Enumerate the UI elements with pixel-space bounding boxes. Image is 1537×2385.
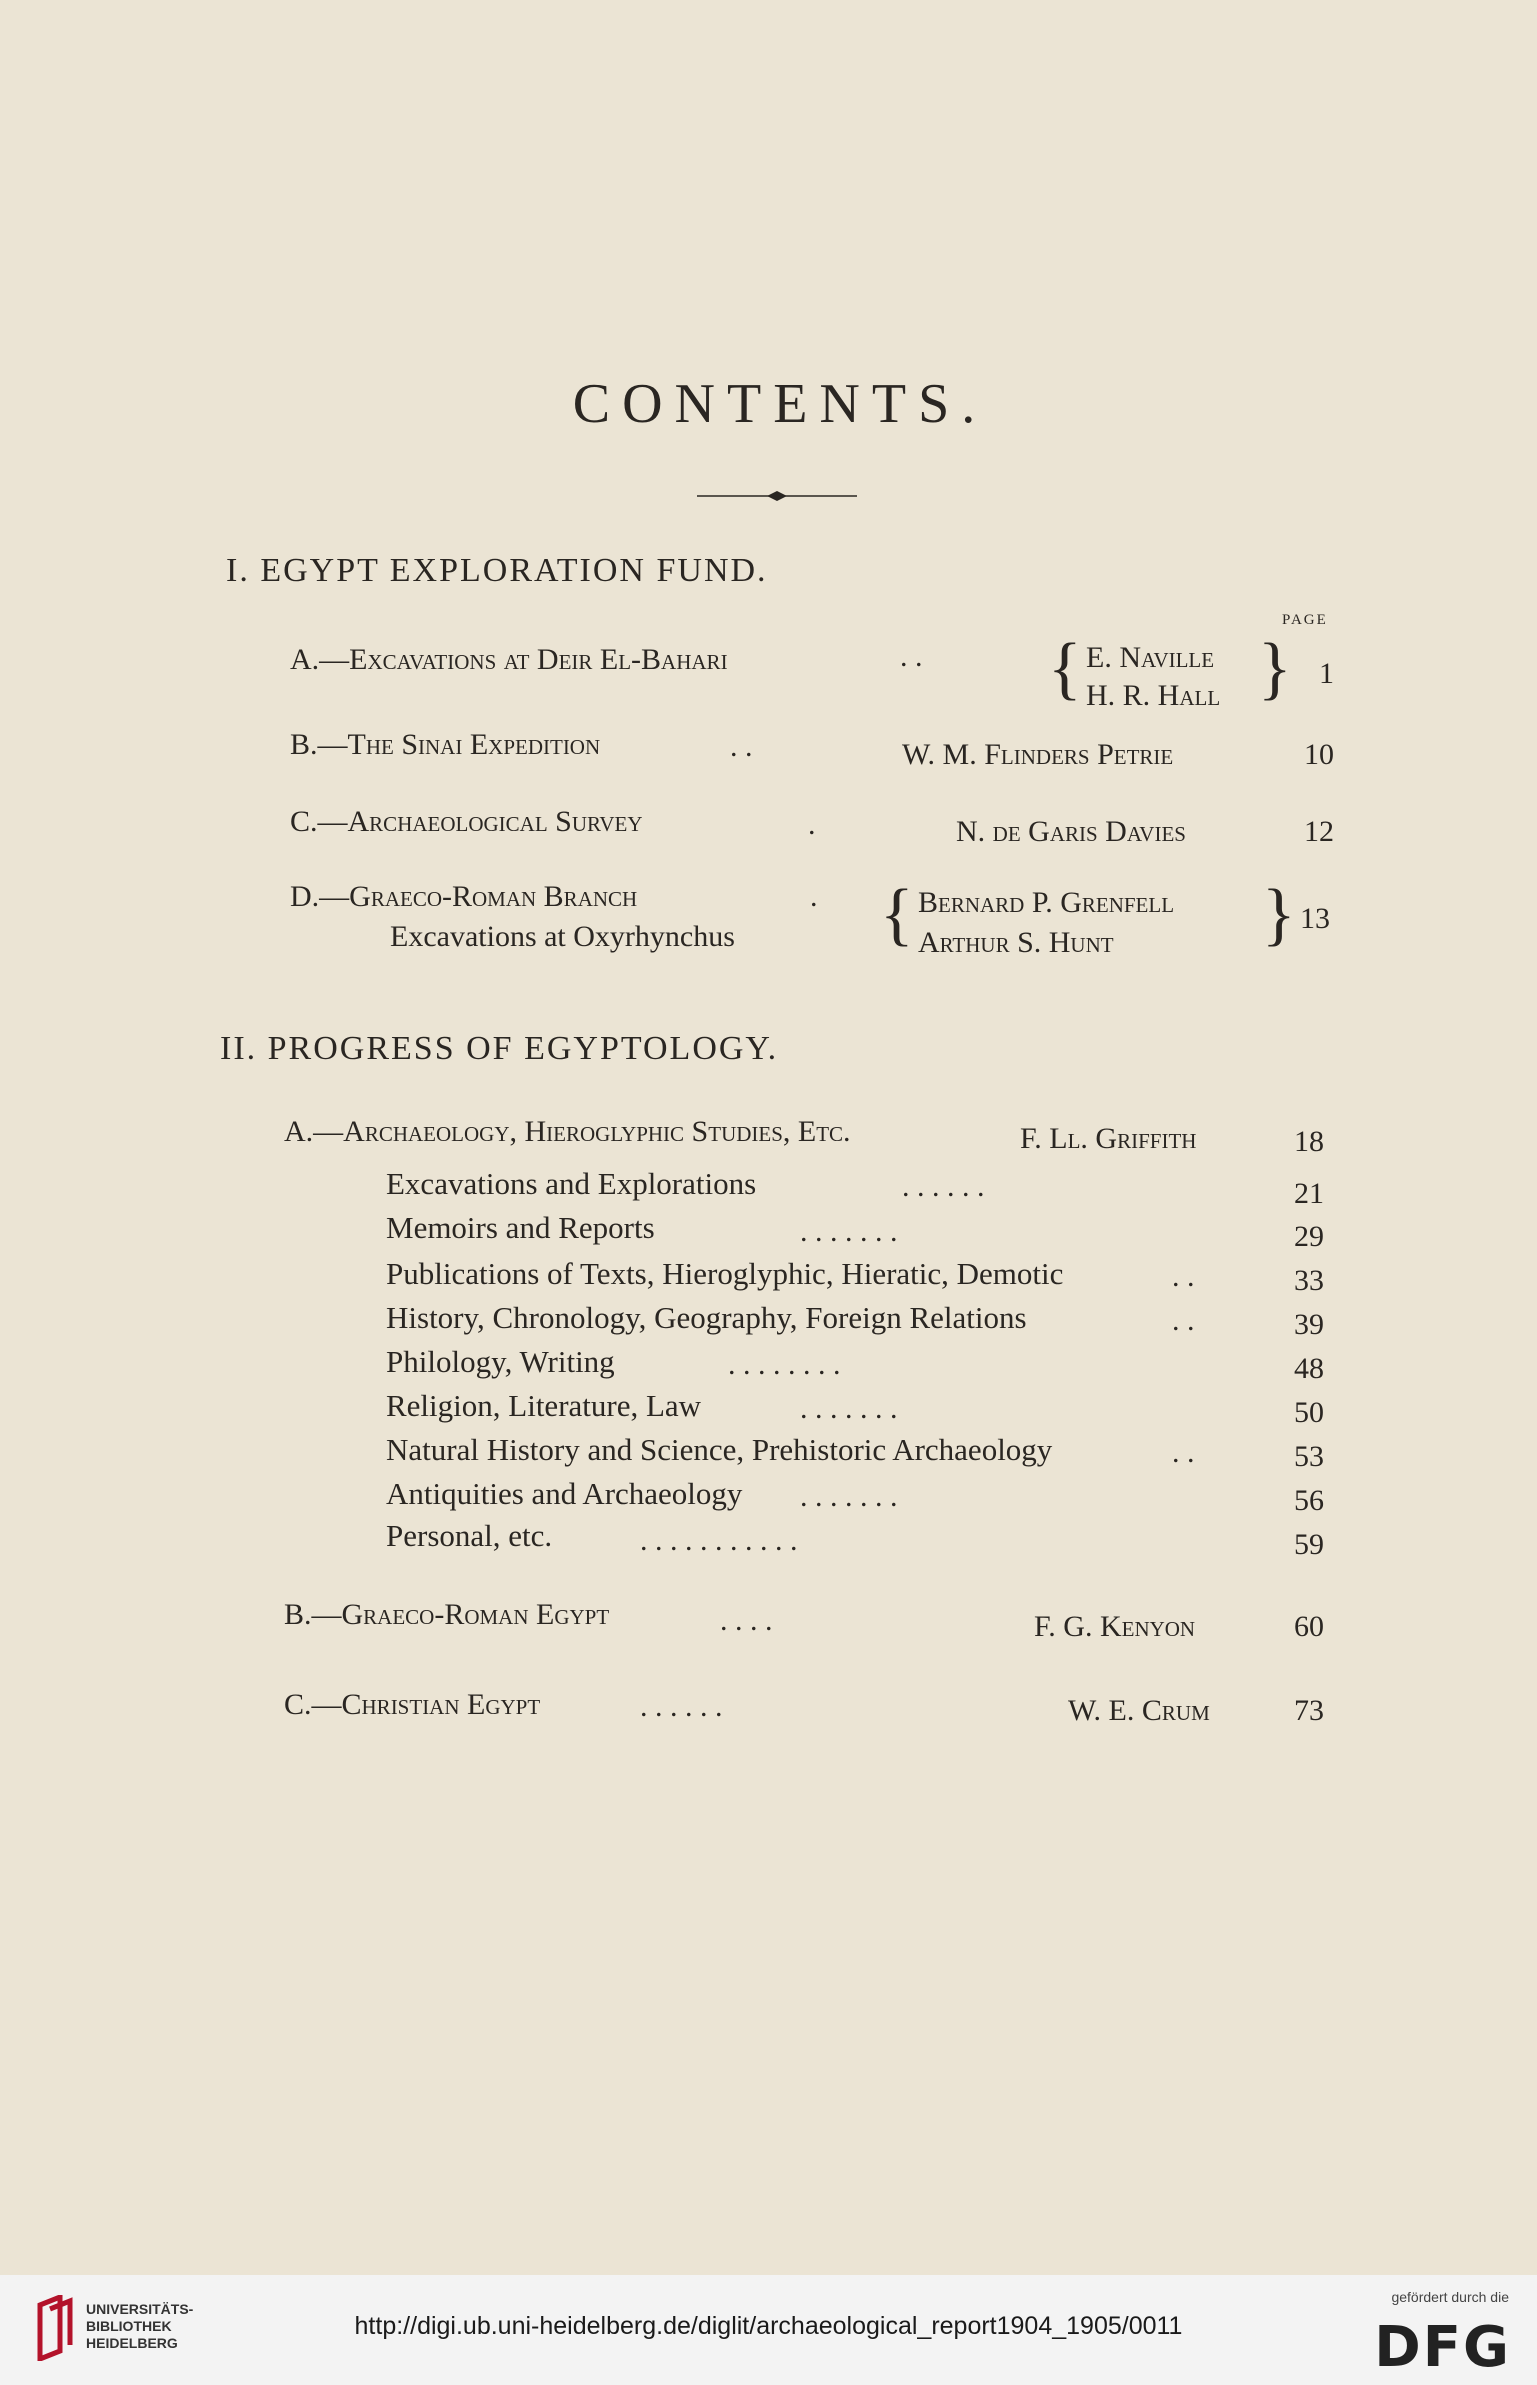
leader-dots: . . . . . . [902,1170,985,1203]
toc-subentry-label: Philology, Writing [386,1344,615,1379]
leader-dots: . . . . . . . [800,1480,898,1513]
toc-page-number: 1 [1319,657,1334,690]
toc-entry-author: E. Naville [1086,641,1215,674]
toc-entry-author: N. de Garis Davies [956,815,1186,848]
toc-entry-label: C.—Christian Egypt [284,1688,541,1721]
leader-dots: . . [900,640,923,673]
toc-page-number: 60 [1294,1610,1324,1643]
library-name: UNIVERSITÄTS- BIBLIOTHEK HEIDELBERG [86,2301,194,2351]
leader-dots: . . [1172,1304,1195,1337]
toc-page-number: 39 [1294,1308,1324,1341]
toc-entry-author: Bernard P. Grenfell [918,886,1175,919]
toc-subentry-label: Natural History and Science, Prehistoric Archaeology [386,1432,1053,1467]
ornament-divider [697,488,857,504]
toc-entry-label: B.—The Sinai Expedition [290,728,601,761]
part1-heading: I. EGYPT EXPLORATION FUND. [226,552,768,589]
leader-dots: . . . . . . . [800,1215,898,1248]
permalink-url[interactable]: http://digi.ub.uni-heidelberg.de/diglit/archaeological_report1904_1905/0011 [354,2312,1183,2340]
toc-subentry-label: Memoirs and Reports [386,1210,655,1245]
leader-dots: . . [1172,1260,1195,1293]
leader-dots: . . [730,730,753,763]
right-brace: } [1258,630,1292,707]
right-brace: } [1262,876,1296,953]
leader-dots: . [808,808,816,841]
leader-dots: . . . . . . . . [728,1348,841,1381]
toc-page-number: 73 [1294,1694,1324,1727]
page-column-label: PAGE [1282,612,1328,628]
toc-entry-label: D.—Graeco-Roman Branch [290,880,638,913]
toc-page-number: 59 [1294,1528,1324,1561]
toc-entry-label: A.—Excavations at Deir El-Bahari [290,643,728,676]
left-brace: { [880,876,914,953]
toc-page-number: 56 [1294,1484,1324,1517]
toc-subentry-label: Antiquities and Archaeology [386,1476,743,1511]
leader-dots: . . . . . . . [800,1392,898,1425]
dfg-logo: DFG [1374,2315,1511,2380]
toc-entry-sublabel: Excavations at Oxyrhynchus [390,920,735,953]
toc-page-number: 13 [1300,902,1330,935]
leader-dots: . . [1172,1436,1195,1469]
toc-subentry-label: Excavations and Explorations [386,1166,757,1201]
leader-dots: . [810,880,818,913]
toc-page-number: 53 [1294,1440,1324,1473]
toc-entry-label: C.—Archaeological Survey [290,805,643,838]
leader-dots: . . . . [720,1604,773,1637]
toc-page-number: 12 [1304,815,1334,848]
toc-page-number: 21 [1294,1177,1324,1210]
toc-entry-author: W. M. Flinders Petrie [902,738,1174,771]
toc-page-number: 18 [1294,1125,1324,1158]
toc-entry-author: F. Ll. Griffith [1020,1122,1197,1155]
funder-label: gefördert durch die [1391,2289,1509,2305]
viewer-footer [0,2275,1537,2385]
toc-subentry-label: Personal, etc. [386,1518,553,1553]
toc-page-number: 33 [1294,1264,1324,1297]
toc-page-number: 50 [1294,1396,1324,1429]
toc-subentry-label: Publications of Texts, Hieroglyphic, Hieratic, Demotic [386,1256,1064,1291]
toc-subentry-label: Religion, Literature, Law [386,1388,702,1423]
leader-dots: . . . . . . . . . . . [640,1524,798,1557]
toc-entry-label: A.—Archaeology, Hieroglyphic Studies, Etc. [284,1115,851,1148]
left-brace: { [1048,630,1082,707]
toc-entry-author: H. R. Hall [1086,679,1221,712]
toc-entry-author: Arthur S. Hunt [918,926,1114,959]
toc-page-number: 29 [1294,1220,1324,1253]
page-title: CONTENTS. [572,373,988,435]
toc-page-number: 10 [1304,738,1334,771]
toc-page-number: 48 [1294,1352,1324,1385]
part2-heading: II. PROGRESS OF EGYPTOLOGY. [220,1030,779,1067]
toc-entry-author: F. G. Kenyon [1034,1610,1196,1643]
toc-entry-author: W. E. Crum [1068,1694,1210,1727]
toc-subentry-label: History, Chronology, Geography, Foreign Relations [386,1300,1027,1335]
toc-entry-label: B.—Graeco-Roman Egypt [284,1598,610,1631]
leader-dots: . . . . . . [640,1690,723,1723]
